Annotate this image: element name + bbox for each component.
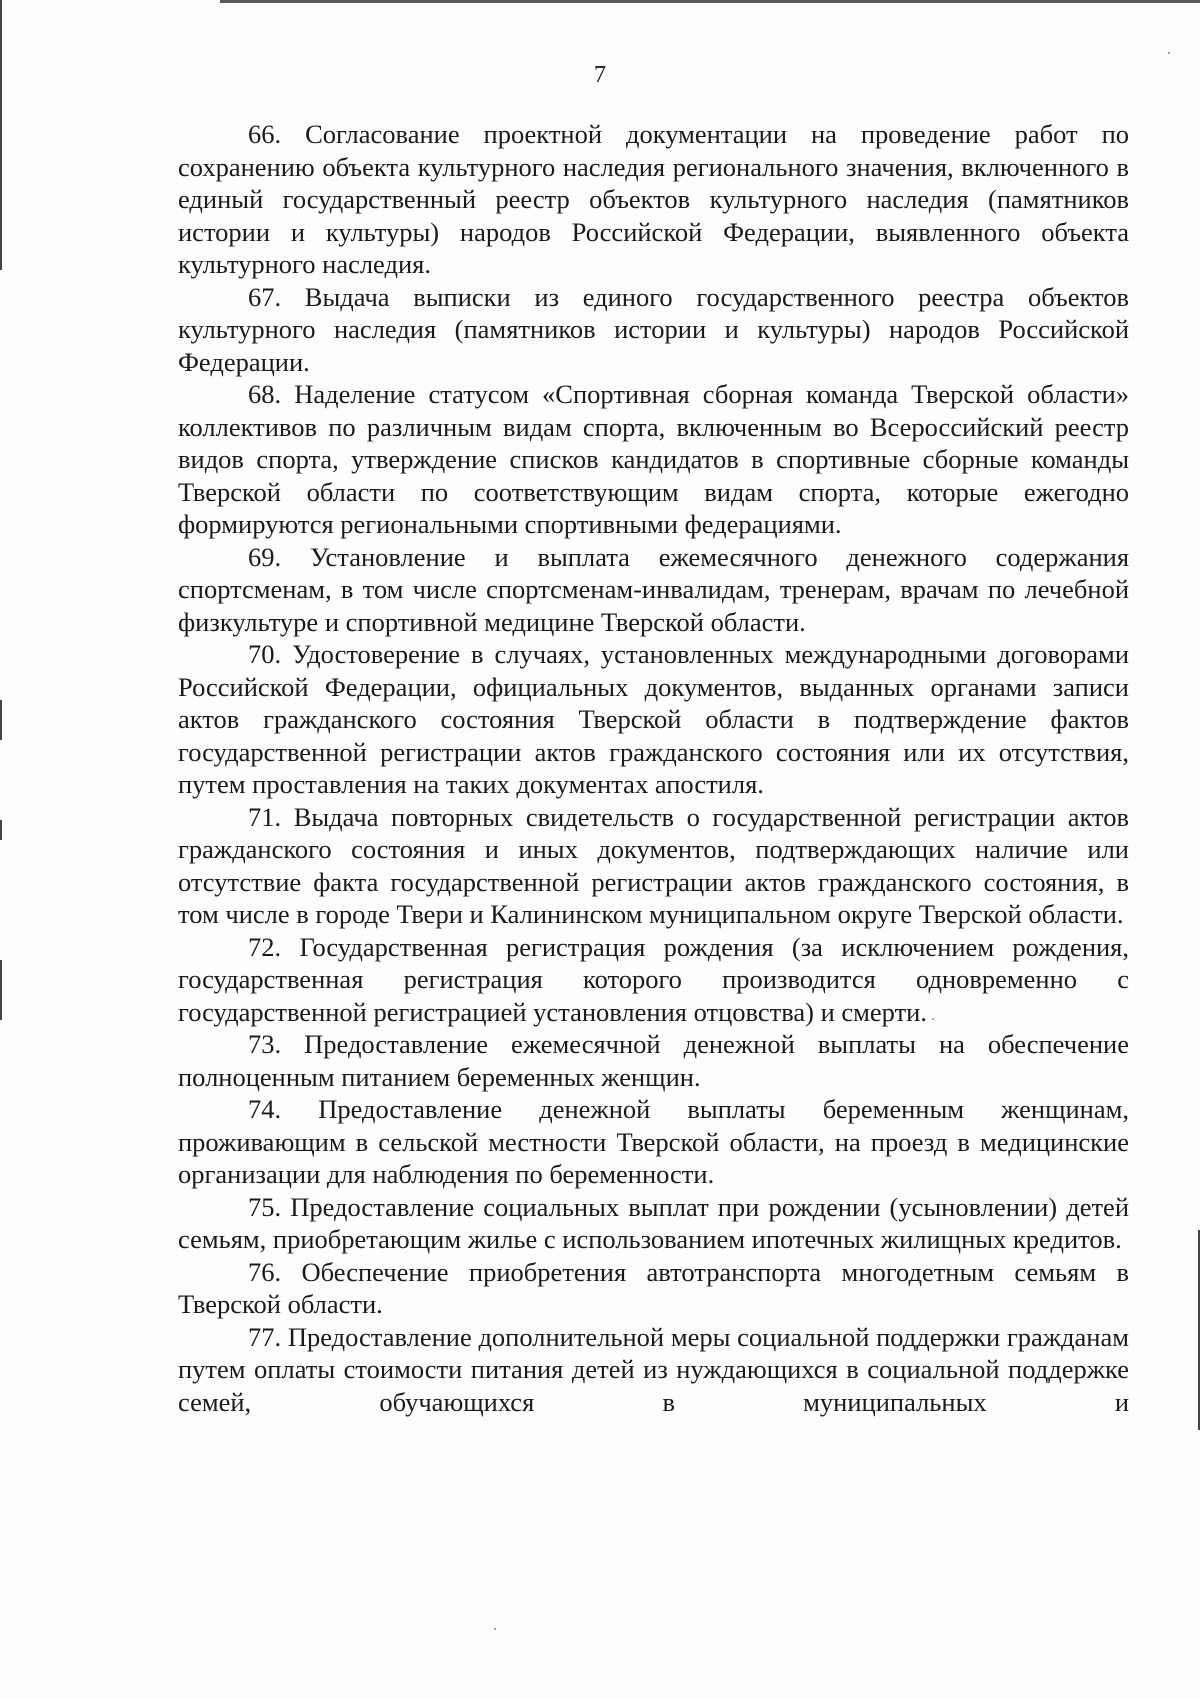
page-number: 7 — [594, 62, 606, 88]
item-text: Предоставление социальных выплат при рождении (усыновлении) детей семьям, приобретающим жилье с использованием ипотечных жилищных кредитов. — [178, 1191, 1129, 1254]
item-number: 66. — [248, 119, 282, 149]
scan-left-edge-mark — [0, 700, 2, 740]
scan-top-edge — [220, 0, 1200, 3]
item-text: Государственная регистрация рождения (за исключением рождения, государственная регистрация которого производится одновременно с государственной регистрацией установления отцовства) и смерти. — [178, 931, 1129, 1027]
scan-speck — [1168, 52, 1170, 54]
list-item-71 — [178, 801, 1129, 931]
item-text: Выдача повторных свидетельств о государственной регистрации актов гражданского состояния и иных документов, подтверждающих наличие или отсутствие факта государственной регистрации актов гражданского состояния, в том числе в городе Твери и Калининском муниципальном округе Тверской области. — [178, 801, 1130, 929]
item-text: Предоставление ежемесячной денежной выплаты на обеспечение полноценным питанием беременных женщин. — [178, 1029, 1129, 1092]
list-item-73 — [178, 1028, 1129, 1093]
item-number: 76. — [248, 1256, 282, 1287]
item-text: Удостоверение в случаях, установленных международными договорами Российской Федерации, официальных документов, выданных органами записи актов гражданского состояния Тверской области в подтверждение фактов государственной регистрации актов гражданского состояния или их отсутствия, путем проставления на таких документах апостиля. — [178, 639, 1130, 799]
item-number: 74. — [248, 1094, 282, 1124]
item-number: 69. — [248, 541, 282, 572]
list-item-77 — [178, 1321, 1129, 1419]
scan-left-edge-mark — [0, 820, 2, 840]
item-text: Согласование проектной документации на проведение работ по сохранению объекта культурного наследия регионального значения, включенного в единый государственный реестр объектов культурного наследия (памятников истории и культуры) народов Российской Федерации, выявленного объекта культурного наследия. — [178, 119, 1129, 279]
list-item-68 — [178, 378, 1129, 541]
list-item-69 — [178, 541, 1129, 639]
item-text: Предоставление денежной выплаты беременным женщинам, проживающим в сельской местности Тверской области, на проезд в медицинские организации для наблюдения по беременности. — [178, 1094, 1129, 1189]
list-item-74 — [178, 1093, 1129, 1191]
list-item-75 — [178, 1191, 1129, 1256]
item-text: Наделение статусом «Спортивная сборная команда Тверской области» коллективов по различным видам спорта, включенным во Всероссийский реестр видов спорта, утверждение списков кандидатов в спортивные сборные команды Тверской области по соответствующим видам спорта, которые ежегодно формируются региональными спортивными федерациями. — [178, 379, 1130, 539]
item-text: Предоставление дополнительной меры социальной поддержки гражданам путем оплаты стоимости питания детей из нуждающихся в социальной поддержке семей, обучающихся в муниципальных и — [178, 1321, 1130, 1417]
item-text: Выдача выписки из единого государственного реестра объектов культурного наследия (памятников истории и культуры) народов Российской Федерации. — [178, 281, 1129, 377]
item-number: 68. — [248, 379, 282, 409]
list-item-72 — [178, 931, 1129, 1029]
item-number: 73. — [248, 1029, 282, 1059]
scan-left-edge-mark — [0, 0, 2, 270]
item-number: 70. — [248, 639, 282, 669]
list-item-76 — [178, 1256, 1129, 1321]
scan-speck — [494, 1628, 496, 1630]
document-body — [178, 118, 1129, 1418]
list-item-67 — [178, 281, 1129, 379]
list-item-70 — [178, 638, 1129, 801]
item-number: 67. — [248, 281, 282, 312]
item-number: 71. — [248, 801, 282, 832]
list-item-66 — [178, 118, 1129, 281]
item-number: 75. — [248, 1191, 282, 1222]
scan-left-edge-mark — [0, 960, 2, 1020]
item-text: Обеспечение приобретения автотранспорта многодетным семьям в Тверской области. — [178, 1256, 1129, 1319]
item-number: 77. — [248, 1321, 282, 1352]
item-text: Установление и выплата ежемесячного денежного содержания спортсменам, в том числе спортсменам-инвалидам, тренерам, врачам по лечебной физкультуре и спортивной медицине Тверской области. — [178, 541, 1130, 637]
item-number: 72. — [248, 931, 282, 962]
